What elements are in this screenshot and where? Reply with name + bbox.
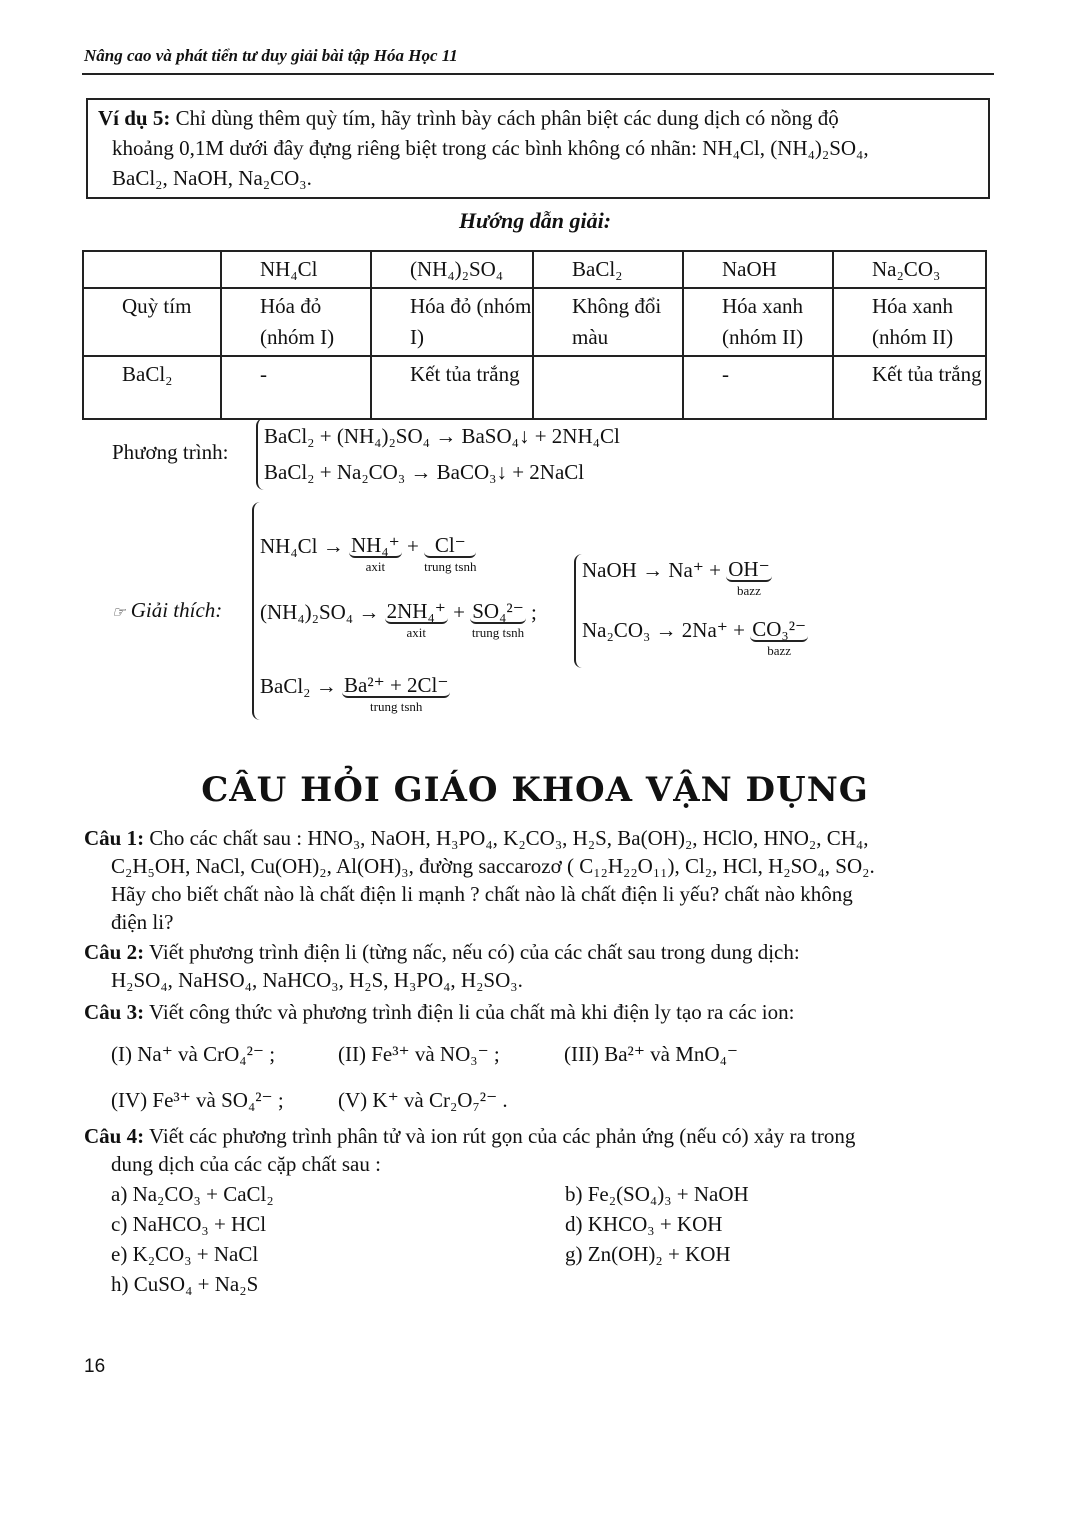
option: h) CuSO₄ + Na₂S — [111, 1272, 259, 1296]
question-1 — [84, 824, 994, 936]
question-label: Câu 4: — [84, 1124, 145, 1148]
section-title: CÂU HỎI GIÁO KHOA VẬN DỤNG — [201, 770, 869, 810]
explain-system-2 — [574, 554, 852, 668]
table-cell: Quỳ tím — [83, 288, 221, 356]
equation: BaCl₂ + Na₂CO₃ → BaCO₃↓ + 2NaCl — [264, 460, 585, 484]
ion: SO₄²⁻ — [472, 599, 524, 623]
question-text: điện li? — [111, 910, 174, 934]
table-row — [83, 288, 986, 356]
equation-text: NaOH → Na⁺ + — [582, 558, 727, 582]
table-cell: Hóa xanh (nhóm II) — [833, 288, 986, 356]
table-header-row — [83, 251, 986, 288]
equation: BaCl₂ + (NH₄)₂SO₄ → BaSO₄↓ + 2NH₄Cl — [264, 424, 620, 448]
page-number: 16 — [84, 1356, 106, 1377]
question-3 — [84, 998, 994, 1118]
table-cell: BaCl₂ — [533, 251, 683, 288]
table-cell: Kết tủa trắng — [833, 356, 986, 419]
example-box — [86, 98, 990, 199]
table-cell: BaCl₂ — [83, 356, 221, 419]
ion: Cl⁻ — [424, 534, 476, 558]
table-cell: Na₂CO₃ — [833, 251, 986, 288]
table-cell: Hóa đỏ (nhóm I) — [221, 288, 371, 356]
option: a) Na₂CO₃ + CaCl₂ — [111, 1182, 274, 1206]
question-label: Câu 3: — [84, 1000, 145, 1024]
ion-label: trung tsnh — [424, 559, 477, 574]
explain-label-wrap — [112, 598, 222, 623]
option: b) Fe₂(SO₄)₃ + NaOH — [565, 1182, 749, 1206]
question-2 — [84, 938, 994, 994]
underbrace — [750, 618, 808, 660]
results-table — [82, 250, 987, 420]
underbrace — [385, 600, 448, 642]
table-cell: Hóa xanh (nhóm II) — [683, 288, 833, 356]
question-text: Cho các chất sau : HNO₃, NaOH, H₃PO₄, K₂CO₃, H₂S, Ba(OH)₂, HClO, HNO₂, CH₄, — [144, 826, 869, 850]
ion-label: bazz — [737, 583, 761, 598]
question-text: Hãy cho biết chất nào là chất điện li mạnh ? chất nào là chất điện li yếu? chất nào không — [111, 882, 853, 906]
table-cell: Hóa đỏ (nhóm I) — [371, 288, 533, 356]
table-cell — [533, 356, 683, 419]
option: (V) K⁺ và Cr₂O₇²⁻ . — [338, 1088, 508, 1112]
option: (III) Ba²⁺ và MnO₄⁻ — [564, 1042, 738, 1066]
equation-system — [256, 418, 620, 490]
ion: CO₃²⁻ — [752, 617, 807, 641]
header-rule — [82, 73, 994, 75]
table-cell: NH₄Cl — [221, 251, 371, 288]
question-text: Viết các phương trình phân tử và ion rút gọn của các phản ứng (nếu có) xảy ra trong — [144, 1124, 856, 1148]
explain-system-1: NH₄Cl → NH₄⁺ axit + Cl⁻ trung tsnh (NH₄)₂SO₄ → 2NH₄⁺ axit + SO₄²⁻ trung tsnh ; BaCl₂ → Ba²⁺ + 2Cl⁻ trung tsnh — [252, 502, 570, 720]
underbrace — [342, 674, 450, 716]
ion: 2NH₄⁺ — [386, 599, 446, 623]
question-text: C₂H₅OH, NaCl, Cu(OH)₂, Al(OH)₃, đường saccarozơ ( C₁₂H₂₂O₁₁), Cl₂, HCl, H₂SO₄, SO₂. — [111, 854, 875, 878]
question-text: Viết công thức và phương trình điện li của chất mà khi điện ly tạo ra các ion: — [144, 1000, 795, 1024]
option: (IV) Fe³⁺ và SO₄²⁻ ; — [111, 1088, 284, 1112]
equation-label: Phương trình: — [112, 440, 229, 464]
ion: Ba²⁺ + 2Cl⁻ — [344, 673, 449, 697]
underbrace — [470, 600, 526, 642]
table-cell — [83, 251, 221, 288]
table-cell: Không đổi màu — [533, 288, 683, 356]
option: e) K₂CO₃ + NaCl — [111, 1242, 259, 1266]
equation-text: Na₂CO₃ → 2Na⁺ + — [582, 618, 751, 642]
underbrace — [424, 534, 476, 576]
ion: NH₄⁺ — [351, 533, 400, 557]
table-cell: Kết tủa trắng — [371, 356, 533, 419]
example-text: khoảng 0,1M dưới đây đựng riêng biệt trong các bình không có nhãn: NH₄Cl, (NH₄)₂SO₄, — [112, 136, 869, 160]
option: (II) Fe³⁺ và NO₃⁻ ; — [338, 1042, 500, 1066]
option: (I) Na⁺ và CrO₄²⁻ ; — [111, 1042, 276, 1066]
option: g) Zn(OH)₂ + KOH — [565, 1242, 731, 1266]
question-text: H₂SO₄, NaHSO₄, NaHCO₃, H₂S, H₃PO₄, H₂SO₃. — [111, 968, 523, 992]
underbrace — [349, 534, 402, 576]
question-4 — [84, 1122, 994, 1302]
ion: OH⁻ — [728, 557, 770, 581]
table-cell: - — [221, 356, 371, 419]
question-label: Câu 1: — [84, 826, 145, 850]
question-label: Câu 2: — [84, 940, 145, 964]
ion-label: trung tsnh — [471, 625, 525, 640]
equation-text: (NH₄)₂SO₄ → — [260, 600, 385, 624]
table-row — [83, 356, 986, 419]
running-header: Nâng cao và phát tiển tư duy giải bài tập Hóa Học 11 — [84, 46, 458, 65]
table-cell: - — [683, 356, 833, 419]
ion-label: axit — [365, 559, 386, 574]
option: d) KHCO₃ + KOH — [565, 1212, 723, 1236]
pointing-hand-icon: ☞ — [112, 605, 126, 621]
ion-label: axit — [406, 625, 427, 640]
question-text: Viết phương trình điện li (từng nấc, nếu có) của các chất sau trong dung dịch: — [144, 940, 800, 964]
ion-label: bazz — [767, 643, 792, 658]
option: c) NaHCO₃ + HCl — [111, 1212, 267, 1236]
underbrace — [726, 558, 771, 600]
question-text: dung dịch của các cặp chất sau : — [111, 1152, 381, 1176]
explain-label: Giải thích: — [130, 598, 223, 622]
ion-label: trung tsnh — [370, 699, 423, 714]
table-cell: (NH₄)₂SO₄ — [371, 251, 533, 288]
table-cell: NaOH — [683, 251, 833, 288]
example-text: BaCl₂, NaOH, Na₂CO₃. — [112, 166, 312, 190]
guide-title: Hướng dẫn giải: — [458, 208, 612, 233]
example-text: Chỉ dùng thêm quỳ tím, hãy trình bày cách phân biệt các dung dịch có nồng độ — [170, 106, 839, 130]
example-label: Ví dụ 5: — [98, 106, 171, 130]
equation-text: NH₄Cl → — [260, 534, 349, 558]
equation-text: BaCl₂ → — [260, 674, 342, 698]
